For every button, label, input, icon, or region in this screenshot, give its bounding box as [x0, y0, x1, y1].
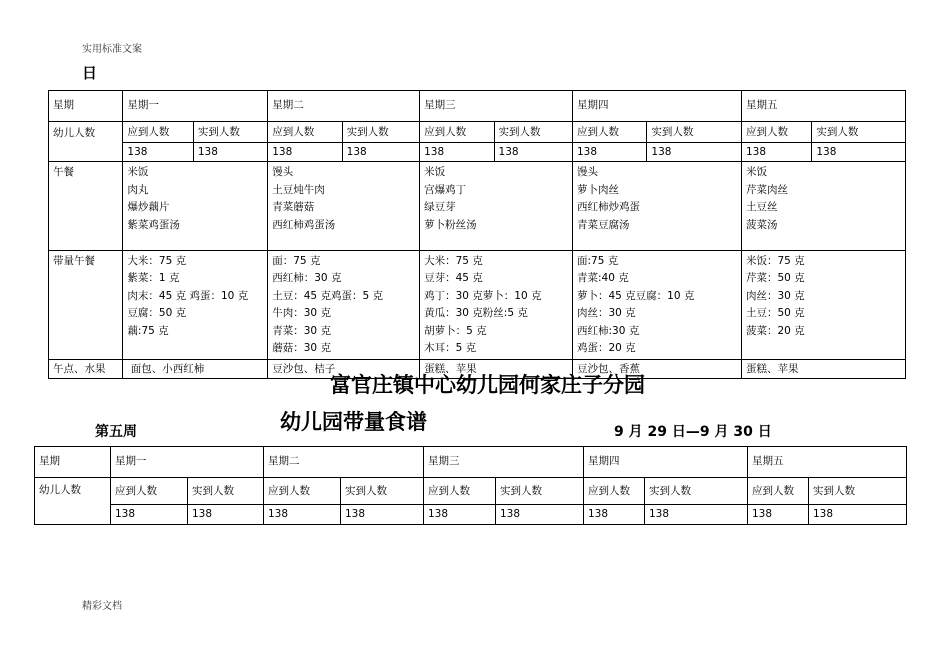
page-header: 实用标准文案	[82, 44, 142, 55]
weekday-row	[49, 91, 906, 122]
expected-count: 138	[123, 143, 193, 162]
ingredient: 芹菜：50 克	[745, 272, 805, 285]
lunch-cell-fri	[741, 162, 905, 251]
expected-label: 应到人数	[420, 122, 494, 143]
actual-label: 实到人数	[193, 122, 267, 143]
day-heading: 日	[82, 64, 98, 82]
expected-label: 应到人数	[123, 122, 193, 143]
actual-count: 138	[647, 143, 742, 162]
snack-cell-fri: 蛋糕、苹果	[741, 360, 905, 379]
row-label-children: 幼儿人数	[35, 478, 111, 525]
ingredient: 豆腐：50 克	[127, 307, 187, 320]
row-label-measured-lunch: 带量午餐	[49, 251, 123, 360]
ingredient: 面:75 克	[576, 255, 619, 267]
ingredients-cell-thu	[572, 251, 741, 360]
day-header-wed: 星期三	[420, 91, 573, 122]
actual-count: 138	[494, 143, 572, 162]
ingredient: 青菜:40 克	[576, 272, 629, 285]
snack-cell-tue: 豆沙包、桔子	[268, 360, 420, 379]
ingredient: 藕:75 克	[127, 324, 169, 337]
dish: 萝卜粉丝汤	[424, 218, 477, 231]
dish: 土豆丝	[745, 201, 778, 213]
actual-count: 138	[342, 143, 419, 162]
actual-label: 实到人数	[809, 478, 907, 505]
dish: 米饭	[424, 166, 446, 178]
ingredient: 青菜：30 克	[272, 324, 331, 337]
dish: 爆炒藕片	[127, 201, 170, 213]
expected-label: 应到人数	[572, 122, 646, 143]
lunch-row	[49, 162, 906, 251]
dish: 土豆炖牛肉	[272, 183, 325, 196]
dish: 紫菜鸡蛋汤	[127, 218, 180, 231]
week-label: 第五周	[95, 424, 137, 440]
snack-cell-mon: 面包、小西红柿	[123, 360, 268, 379]
actual-count: 138	[341, 505, 424, 525]
expected-label: 应到人数	[748, 478, 809, 505]
expected-count: 138	[268, 143, 342, 162]
ingredient: 菠菜：20 克	[745, 324, 805, 337]
children-count-values-row	[35, 505, 907, 525]
page-footer: 精彩文档	[82, 601, 122, 612]
ingredients-cell-wed	[420, 251, 573, 360]
expected-count: 138	[264, 505, 341, 525]
expected-count: 138	[748, 505, 809, 525]
ingredient: 紫菜：1 克	[127, 272, 180, 285]
weekday-row	[35, 447, 907, 478]
menu-table-week5	[34, 446, 907, 525]
actual-count: 138	[193, 143, 267, 162]
measured-lunch-row	[49, 251, 906, 360]
actual-label: 实到人数	[341, 478, 424, 505]
lunch-cell-mon	[123, 162, 268, 251]
actual-label: 实到人数	[494, 122, 572, 143]
actual-count: 138	[645, 505, 748, 525]
day-header-thu: 星期四	[572, 91, 741, 122]
lunch-cell-thu	[572, 162, 741, 251]
day-header-thu: 星期四	[584, 447, 748, 478]
ingredient: 大米：75 克	[424, 255, 483, 267]
expected-count: 138	[111, 505, 188, 525]
expected-label: 应到人数	[264, 478, 341, 505]
expected-count: 138	[572, 143, 646, 162]
ingredient: 土豆：50 克	[745, 307, 805, 320]
day-header-tue: 星期二	[268, 91, 420, 122]
children-count-values-row	[49, 143, 906, 162]
dish: 西红柿炒鸡蛋	[576, 201, 640, 213]
actual-label: 实到人数	[812, 122, 906, 143]
dish: 馒头	[272, 166, 294, 178]
menu-title: 幼儿园带量食谱	[280, 410, 427, 434]
day-header-mon: 星期一	[111, 447, 264, 478]
dish: 肉丸	[127, 183, 149, 196]
lunch-cell-wed	[420, 162, 573, 251]
dish: 米饭	[127, 166, 149, 178]
snack-cell-wed: 蛋糕、苹果	[420, 360, 573, 379]
ingredient: 鸡蛋：20 克	[576, 342, 636, 355]
ingredient: 黄瓜：30 克粉丝:5 克	[424, 307, 528, 320]
ingredient: 大米：75 克	[127, 255, 187, 267]
day-header-wed: 星期三	[424, 447, 584, 478]
day-header-mon: 星期一	[123, 91, 268, 122]
actual-label: 实到人数	[342, 122, 419, 143]
row-label-weekday: 星期	[35, 447, 111, 478]
children-count-label-row	[35, 478, 907, 505]
school-title: 富官庄镇中心幼儿园何家庄子分园	[330, 373, 645, 397]
dish: 绿豆芽	[424, 201, 456, 213]
row-label-children: 幼儿人数	[49, 122, 123, 162]
ingredients-cell-tue	[268, 251, 420, 360]
expected-label: 应到人数	[424, 478, 496, 505]
row-label-snack: 午点、水果	[49, 360, 123, 379]
ingredient: 土豆：45 克鸡蛋：5 克	[272, 289, 383, 302]
expected-label: 应到人数	[111, 478, 188, 505]
row-label-weekday: 星期	[49, 91, 123, 122]
expected-count: 138	[584, 505, 645, 525]
expected-count: 138	[420, 143, 494, 162]
dish: 宫爆鸡丁	[424, 183, 467, 196]
children-count-label-row	[49, 122, 906, 143]
ingredient: 肉末：45 克 鸡蛋：10 克	[127, 289, 249, 302]
actual-count: 138	[812, 143, 906, 162]
ingredient: 西红柿：30 克	[272, 272, 342, 285]
dish: 青菜蘑菇	[272, 201, 315, 213]
row-label-lunch: 午餐	[49, 162, 123, 251]
dish: 青菜豆腐汤	[576, 218, 630, 231]
ingredient: 胡萝卜：5 克	[424, 324, 487, 337]
ingredient: 西红柿:30 克	[576, 324, 640, 337]
expected-label: 应到人数	[584, 478, 645, 505]
expected-count: 138	[741, 143, 811, 162]
ingredient: 肉丝：30 克	[576, 307, 636, 320]
dish: 米饭	[745, 166, 767, 178]
ingredient: 蘑菇：30 克	[272, 342, 331, 355]
actual-count: 138	[496, 505, 584, 525]
menu-table-week4	[48, 90, 906, 379]
ingredient: 牛肉：30 克	[272, 307, 331, 320]
actual-count: 138	[809, 505, 907, 525]
actual-label: 实到人数	[496, 478, 584, 505]
ingredient: 豆芽：45 克	[424, 272, 483, 285]
lunch-cell-tue	[268, 162, 420, 251]
ingredient: 米饭：75 克	[745, 255, 805, 267]
ingredient: 萝卜：45 克豆腐：10 克	[576, 289, 695, 302]
ingredients-cell-fri	[741, 251, 905, 360]
day-header-fri: 星期五	[741, 91, 905, 122]
dish: 菠菜汤	[745, 218, 778, 231]
ingredient: 木耳：5 克	[424, 342, 477, 355]
dish: 馒头	[576, 166, 598, 178]
ingredient: 肉丝：30 克	[745, 289, 805, 302]
expected-label: 应到人数	[741, 122, 811, 143]
expected-count: 138	[424, 505, 496, 525]
day-header-tue: 星期二	[264, 447, 424, 478]
dish: 芹菜肉丝	[745, 183, 788, 196]
dish: 西红柿鸡蛋汤	[272, 218, 336, 231]
actual-label: 实到人数	[645, 478, 748, 505]
date-range: 9 月 29 日—9 月 30 日	[614, 424, 772, 440]
actual-label: 实到人数	[188, 478, 264, 505]
ingredients-cell-mon	[123, 251, 268, 360]
snack-cell-thu: 豆沙包、香蕉	[572, 360, 741, 379]
actual-count: 138	[188, 505, 264, 525]
ingredient: 面：75 克	[272, 255, 321, 267]
ingredient: 鸡丁：30 克萝卜：10 克	[424, 289, 542, 302]
actual-label: 实到人数	[647, 122, 742, 143]
dish: 萝卜肉丝	[576, 183, 619, 196]
expected-label: 应到人数	[268, 122, 342, 143]
day-header-fri: 星期五	[748, 447, 907, 478]
